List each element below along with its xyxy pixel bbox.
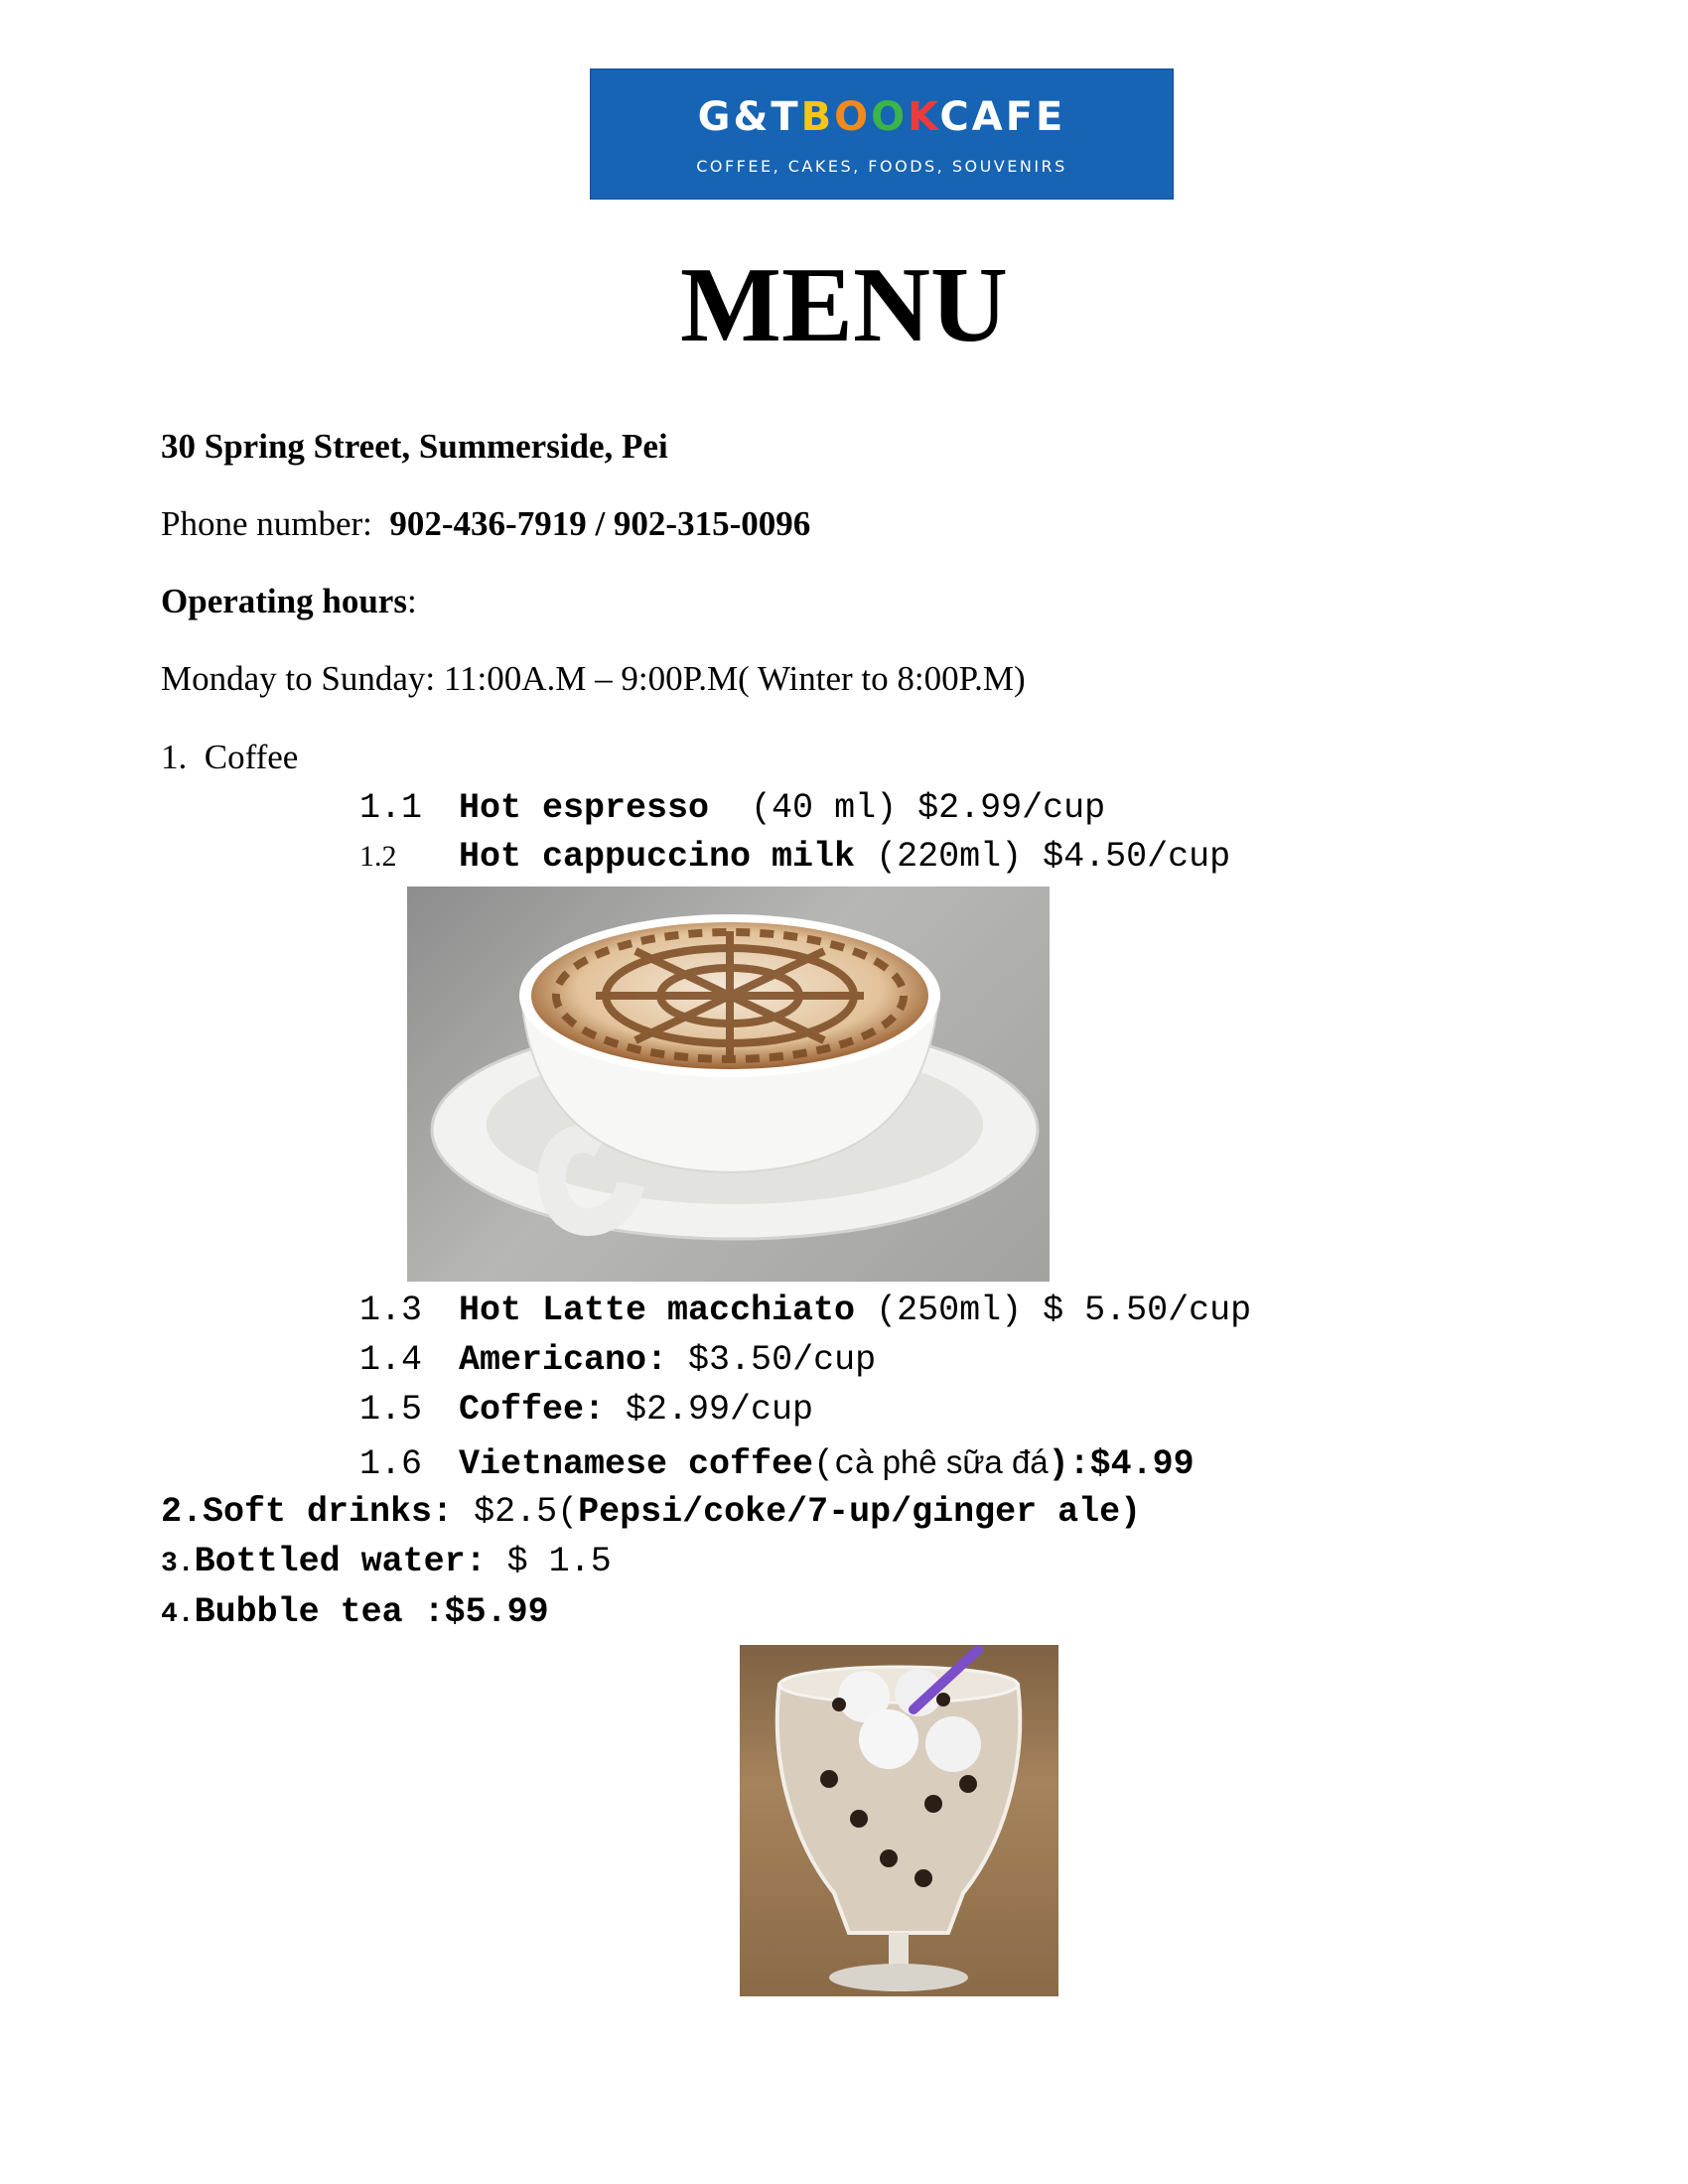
bubble-tea-photo (740, 1645, 1058, 1996)
item-name: Coffee: (459, 1390, 606, 1430)
hours-schedule: Monday to Sunday: 11:00A.M – 9:00P.M( Winter to 8:00P.M) (161, 659, 1026, 698)
address: 30 Spring Street, Summerside, Pei (161, 427, 668, 466)
item-number: 1.2 (359, 840, 397, 873)
item-number: 1.3 (359, 1291, 423, 1330)
item-detail: (220ml) $4.50/cup (855, 837, 1231, 877)
item-number: 4. (161, 1599, 195, 1630)
phone-number: 902-436-7919 / 902-315-0096 (389, 504, 811, 543)
item-name: Vietnamese coffee (459, 1444, 814, 1484)
item-price: $ 1.5 (486, 1542, 612, 1581)
menu-item (359, 1390, 814, 1430)
menu-item (359, 788, 1106, 828)
logo-book-letter: B (800, 94, 835, 140)
hours-label: Operating hours (161, 582, 407, 620)
item-detail: $2.99/cup (605, 1390, 814, 1430)
menu-item (359, 1340, 877, 1380)
section-title: Coffee (204, 738, 299, 776)
page-title: MENU (680, 246, 1008, 364)
hours-heading (161, 584, 417, 618)
menu-item (359, 1291, 1252, 1330)
item-name: Americano: (459, 1340, 668, 1380)
item-detail: $3.50/cup (667, 1340, 877, 1380)
menu-item (161, 1542, 612, 1581)
item-detail: (250ml) $ 5.50/cup (855, 1291, 1252, 1330)
item-paren: (c (813, 1444, 856, 1484)
item-detail: ):$4.99 (1048, 1444, 1195, 1484)
logo-book-letter: O (871, 94, 909, 140)
phone-line (161, 506, 810, 541)
item-name: Soft drinks: (203, 1492, 454, 1532)
logo-name (591, 94, 1173, 140)
item-viet-name: à phê sữa đá (855, 1443, 1049, 1480)
item-name: Hot espresso (459, 788, 710, 828)
item-number: 2. (161, 1492, 204, 1532)
item-number: 1.1 (359, 788, 423, 828)
logo-book-letter: O (834, 94, 872, 140)
logo-name-start: G&T (697, 94, 801, 140)
logo-name-end: CAFE (939, 94, 1066, 140)
menu-item (359, 1445, 1195, 1482)
menu-item (359, 837, 1231, 877)
cafe-logo (590, 68, 1174, 200)
phone-label: Phone number: (161, 504, 372, 543)
item-price: $2.5( (453, 1492, 579, 1532)
item-number: 1.4 (359, 1340, 423, 1380)
section-coffee-heading (161, 740, 298, 774)
hours-colon: : (406, 582, 417, 620)
cappuccino-photo (407, 887, 1050, 1282)
item-name: Bottled water: (194, 1542, 487, 1581)
item-detail: (40 ml) $2.99/cup (709, 788, 1106, 828)
logo-tagline: COFFEE, CAKES, FOODS, SOUVENIRS (696, 157, 1067, 176)
menu-item (161, 1592, 549, 1632)
item-extra: Pepsi/coke/7-up/ginger ale) (578, 1492, 1142, 1532)
item-number: 1.5 (359, 1390, 423, 1430)
item-name: Hot cappuccino milk (459, 837, 856, 877)
item-number: 1.6 (359, 1444, 423, 1484)
item-number: 3. (161, 1549, 195, 1579)
item-name: Hot Latte macchiato (459, 1291, 856, 1330)
menu-item (161, 1492, 1142, 1532)
section-number: 1. (161, 738, 188, 776)
logo-book-letter: K (908, 94, 940, 140)
item-name: Bubble tea :$5.99 (194, 1592, 549, 1632)
